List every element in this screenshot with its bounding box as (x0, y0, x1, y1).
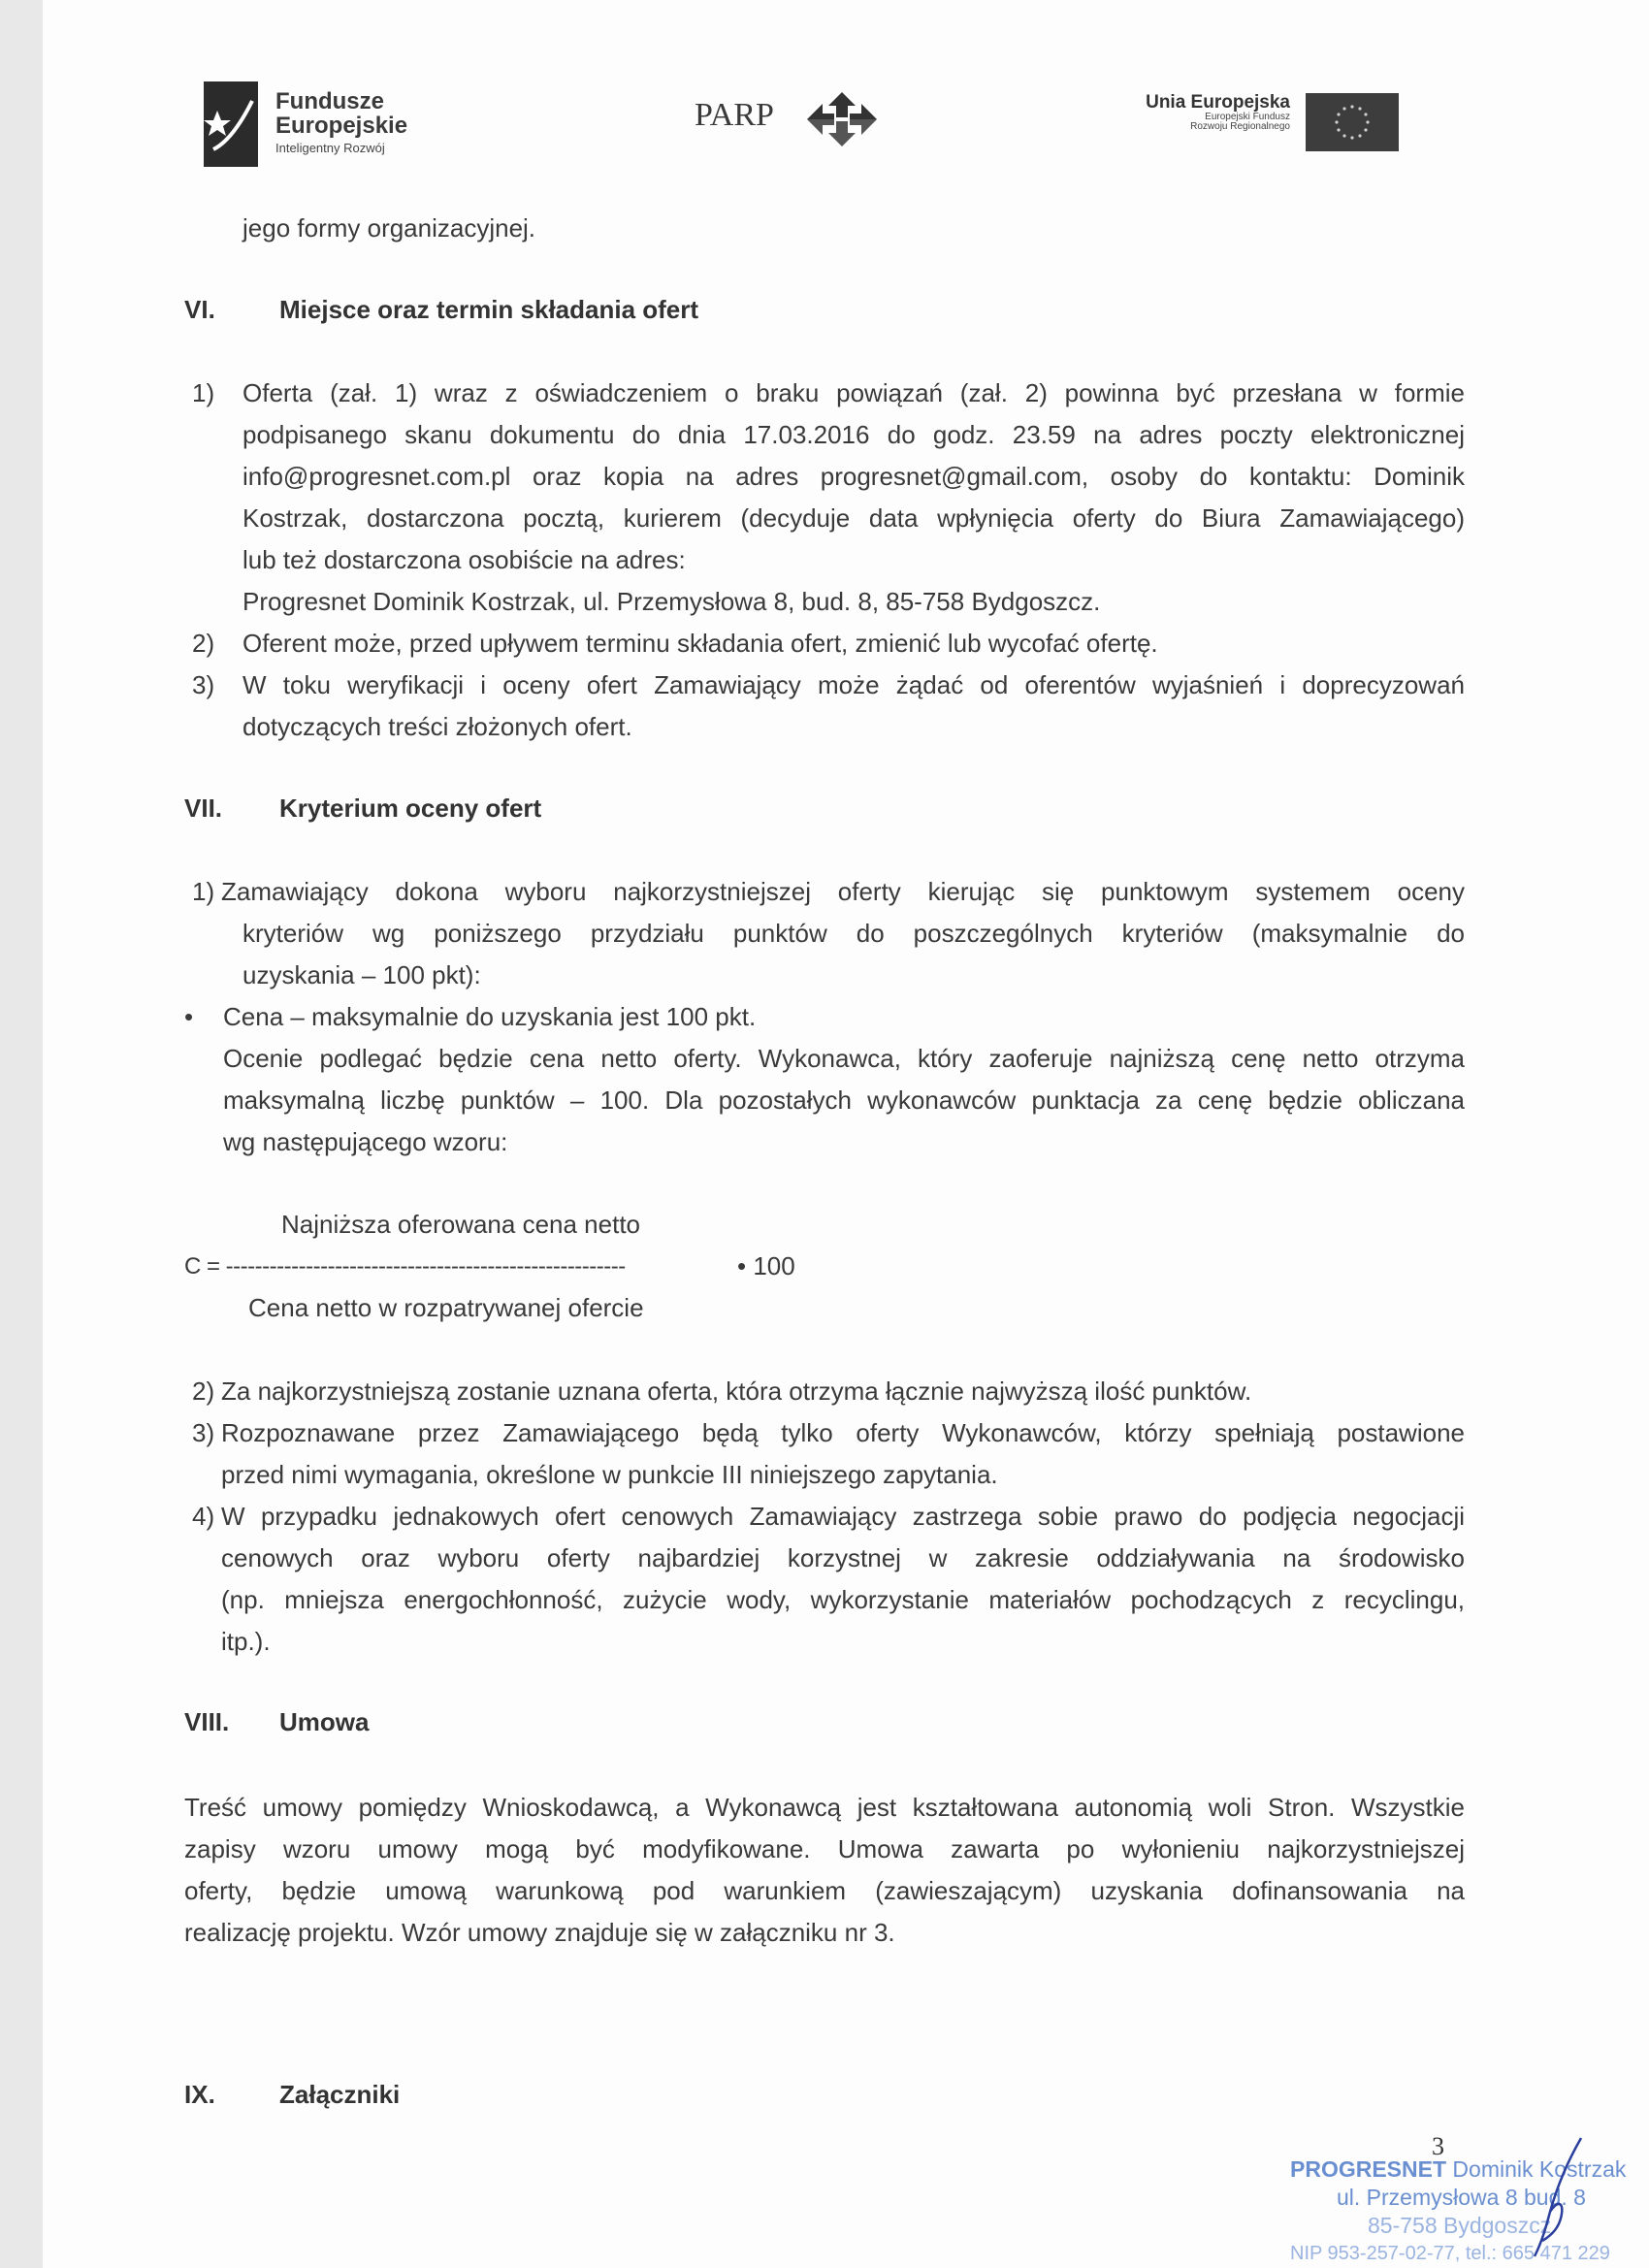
eu-flag-icon (1306, 93, 1399, 151)
text-line: Progresnet Dominik Kostrzak, ul. Przemysłowa 8, bud. 8, 85-758 Bydgoszcz. (242, 587, 1101, 616)
text-line: Za najkorzystniejszą zostanie uznana oferta, która otrzyma łącznie najwyższą ilość punktów. (221, 1377, 1252, 1406)
text-line: zapisy wzoru umowy mogą być modyfikowane. Umowa zawarta po wyłonieniu najkorzystniejszej (184, 1834, 1465, 1863)
handwritten-signature (1513, 2134, 1591, 2265)
text-line: uzyskania – 100 pkt): (242, 960, 481, 989)
section6-title: Miejsce oraz termin składania ofert (279, 295, 699, 324)
stamp-line2: ul. Przemysłowa 8 bud. 8 (1337, 2185, 1586, 2210)
bullet-icon: • (184, 1002, 194, 1031)
section9-number: IX. (184, 2080, 215, 2109)
s7-item3-number: 3) (192, 1418, 215, 1447)
parp-arrows-icon (807, 92, 877, 151)
text-line: dotyczących treści złożonych ofert. (242, 712, 632, 741)
text-line: Rozpoznawane przez Zamawiającego będą tylko oferty Wykonawców, którzy spełniają postawione (221, 1418, 1465, 1447)
text-line: cenowych oraz wyboru oferty najbardziej korzystnej w zakresie oddziaływania na środowisko (221, 1543, 1465, 1572)
text-line: Cena – maksymalnie do uzyskania jest 100 pkt. (223, 1002, 757, 1031)
continuation-text: jego formy organizacyjnej. (242, 213, 536, 243)
s6-item2-number: 2) (192, 629, 215, 658)
s7-item1-text (221, 871, 1465, 996)
section7-title: Kryterium oceny ofert (279, 794, 542, 823)
text-line: info@progresnet.com.pl oraz kopia na adres progresnet@gmail.com, osoby do kontaktu: Dominik (242, 462, 1465, 491)
star-icon (204, 81, 258, 167)
s8-paragraph (184, 1787, 1465, 1954)
section9-title: Załączniki (279, 2080, 401, 2109)
company-stamp (1290, 2155, 1649, 2268)
fundusze-europejskie-logo (204, 81, 258, 167)
text-line: W toku weryfikacji i oceny ofert Zamawiający może żądać od oferentów wyjaśnień i doprecyzowań (242, 670, 1465, 699)
s7-item2-number: 2) (192, 1377, 215, 1406)
s7-item4-text (221, 1496, 1465, 1663)
page-number: 3 (1432, 2132, 1444, 2160)
fe-line1: Fundusze (275, 88, 384, 114)
formula-lhs: C = ------------------------------------------------------- (184, 1253, 626, 1280)
formula-denominator: Cena netto w rozpatrywanej ofercie (248, 1293, 644, 1322)
fundusze-europejskie-text (275, 89, 407, 155)
text-line: (np. mniejsza energochłonność, zużycie wody, wykorzystanie materiałów pochodzących z recyclingu, (221, 1585, 1465, 1614)
s6-item1-text (242, 373, 1465, 623)
parp-logo-text: PARP (695, 97, 774, 133)
text-line: Treść umowy pomiędzy Wnioskodawcą, a Wykonawcą jest kształtowana autonomią woli Stron. Wszystkie (184, 1793, 1465, 1822)
s6-item3-text (242, 664, 1465, 748)
stamp-line1 (1290, 2155, 1649, 2184)
fe-line3: Inteligentny Rozwój (275, 141, 385, 156)
text-line: kryteriów wg poniższego przydziału punktów do poszczególnych kryteriów (maksymalnie do (242, 919, 1465, 948)
text-line: W przypadku jednakowych ofert cenowych Zamawiający zastrzega sobie prawo do podjęcia negocjacji (221, 1502, 1465, 1531)
s7-item4-number: 4) (192, 1502, 215, 1531)
text-line: lub też dostarczona osobiście na adres: (242, 545, 686, 574)
s7-item3-text (221, 1412, 1465, 1496)
section7-number: VII. (184, 794, 223, 823)
section8-number: VIII. (184, 1707, 230, 1736)
text-line: realizację projektu. Wzór umowy znajduje się w załączniku nr 3. (184, 1918, 895, 1947)
text-line: Ocenie podlegać będzie cena netto oferty. Wykonawca, który zaoferuje najniższą cenę netto otrzyma (223, 1044, 1465, 1073)
s7-item2-text (221, 1371, 1465, 1412)
stamp-company: PROGRESNET (1290, 2156, 1447, 2182)
page-header (0, 0, 1649, 184)
formula-multiplier: • 100 (737, 1251, 795, 1280)
text-line: itp.). (221, 1627, 271, 1656)
text-line: maksymalną liczbę punktów – 100. Dla pozostałych wykonawców punktacja za cenę będzie obliczana (223, 1085, 1465, 1115)
text-line: przed nimi wymagania, określone w punkcie III niniejszego zapytania. (221, 1460, 998, 1489)
formula-numerator: Najniższa oferowana cena netto (281, 1210, 641, 1239)
text-line: Zamawiający dokona wyboru najkorzystniejszej oferty kierując się punktowym systemem oceny (221, 877, 1465, 906)
section6-number: VI. (184, 295, 215, 324)
eu-line1: Unia Europejska (1146, 92, 1290, 113)
fe-line2: Europejskie (275, 113, 408, 140)
s7-item1-number: 1) (192, 877, 215, 906)
text-line: wg następującego wzoru: (223, 1127, 508, 1156)
stamp-owner: Dominik Kostrzak (1446, 2156, 1627, 2182)
s6-item2-text (242, 623, 1465, 664)
text-line: Oferta (zał. 1) wraz z oświadczeniem o braku powiązań (zał. 2) powinna być przesłana w formie (242, 378, 1465, 407)
eu-line3: Rozwoju Regionalnego (1190, 121, 1290, 133)
stamp-line3: 85-758 Bydgoszcz (1368, 2213, 1552, 2238)
text-line: oferty, będzie umową warunkową pod warunkiem (zawieszającym) uzyskania dofinansowania na (184, 1876, 1465, 1905)
s6-item1-number: 1) (192, 378, 215, 407)
text-line: Kostrzak, dostarczona pocztą, kurierem (decyduje data wpłynięcia oferty do Biura Zamawiającego) (242, 503, 1465, 533)
eu-text (1077, 93, 1290, 133)
text-line: Oferent może, przed upływem terminu składania ofert, zmienić lub wycofać ofertę. (242, 629, 1158, 658)
text-line: podpisanego skanu dokumentu do dnia 17.03.2016 do godz. 23.59 na adres poczty elektronicznej (242, 420, 1465, 449)
section8-title: Umowa (279, 1707, 370, 1736)
scan-edge (0, 0, 43, 2268)
stamp-line4: NIP 953-257-02-77, tel.: 665 471 229 (1290, 2243, 1610, 2264)
eu-line2: Europejski Fundusz (1205, 111, 1290, 122)
s6-item3-number: 3) (192, 670, 215, 699)
s7-bullet-text (223, 996, 1465, 1163)
